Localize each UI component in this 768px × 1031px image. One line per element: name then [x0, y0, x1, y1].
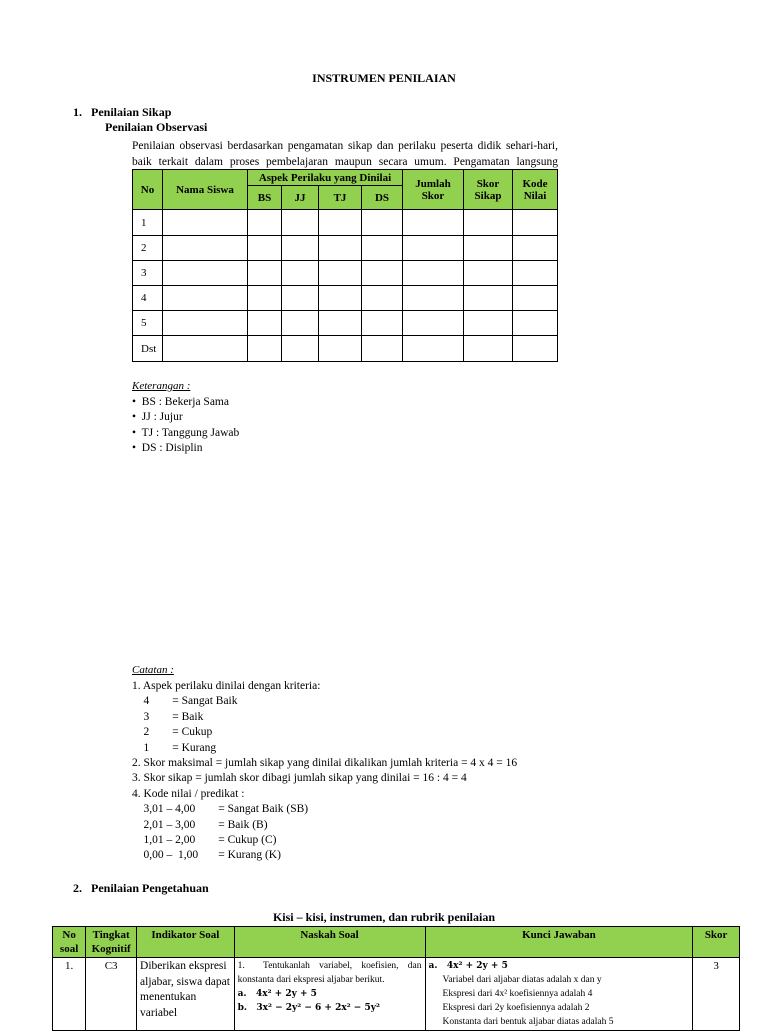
document-title: INSTRUMEN PENILAIAN	[312, 71, 456, 85]
header-ds: DS	[362, 186, 403, 210]
knowledge-assessment-table	[52, 926, 740, 1031]
answer-line: Ekspresi dari 2y koefisiennya adalah 2	[442, 1003, 590, 1013]
header-tingkat-kognitif: Tingkat Kognitif	[86, 927, 137, 958]
header-tj: TJ	[319, 186, 362, 210]
question-text-cell	[234, 958, 425, 1031]
list-item: 4. Kode nilai / predikat :	[132, 787, 245, 800]
table-row	[53, 958, 740, 1031]
header-skor: Skor	[693, 927, 740, 958]
list-item: 2,01 – 3,00 = Baik (B)	[132, 818, 268, 831]
row-number: 1	[133, 210, 163, 236]
list-item: • TJ : Tanggung Jawab	[132, 426, 240, 439]
table-row	[133, 210, 558, 236]
list-item: 0,00 – 1,00 = Kurang (K)	[132, 849, 281, 862]
score-value: 3	[693, 958, 740, 1031]
header-nama-siswa: Nama Siswa	[163, 170, 248, 210]
section-1-heading: 1. Penilaian Sikap	[73, 105, 172, 119]
list-item: 4 = Sangat Baik	[132, 695, 238, 708]
list-item: 2 = Cukup	[132, 726, 213, 739]
header-indikator-soal: Indikator Soal	[137, 927, 235, 958]
answer-line: Variabel dari aljabar diatas adalah x dan y	[442, 975, 602, 985]
question-number: 1.	[53, 958, 86, 1031]
section-2-heading: 2. Penilaian Pengetahuan	[73, 881, 209, 895]
header-skor-sikap: Skor Sikap	[464, 170, 513, 210]
header-kode-nilai: Kode Nilai	[513, 170, 558, 210]
attitude-observation-table	[132, 169, 558, 362]
header-naskah-soal: Naskah Soal	[234, 927, 425, 958]
row-number: 2	[133, 236, 163, 261]
answer-line: Ekspresi dari 4x² koefisiennya adalah 4	[442, 989, 593, 999]
list-item: 1,01 – 2,00 = Cukup (C)	[132, 834, 277, 847]
catatan-title: Catatan :	[132, 664, 174, 676]
row-number: 4	[133, 286, 163, 311]
keterangan-title: Keterangan :	[132, 380, 191, 392]
cognitive-level: C3	[86, 958, 137, 1031]
table-row	[133, 286, 558, 311]
question-option-a: a. 4x² + 2y + 5	[237, 989, 317, 999]
section-1-subheading: Penilaian Observasi	[105, 120, 208, 134]
table-row	[133, 261, 558, 286]
header-no: No	[133, 170, 163, 210]
header-aspek: Aspek Perilaku yang Dinilai	[248, 170, 403, 186]
list-item: • JJ : Jujur	[132, 411, 183, 424]
question-indicator: Diberikan ekspresi aljabar, siswa dapat menentukan variabel	[137, 958, 235, 1031]
answer-expression: a. 4x² + 2y + 5	[428, 961, 508, 971]
header-kunci-jawaban: Kunci Jawaban	[425, 927, 693, 958]
list-item: • DS : Disiplin	[132, 442, 203, 455]
keterangan-list	[132, 395, 239, 457]
row-number: Dst	[133, 336, 163, 362]
list-item: 2. Skor maksimal = jumlah sikap yang dinilai dikalikan jumlah kriteria = 4 x 4 = 16	[132, 757, 518, 770]
row-number: 5	[133, 311, 163, 336]
list-item: • BS : Bekerja Sama	[132, 396, 229, 408]
list-item: 3 = Baik	[132, 710, 204, 723]
row-number: 3	[133, 261, 163, 286]
table-row	[133, 311, 558, 336]
list-item: 1 = Kurang	[132, 741, 217, 754]
list-item: 3. Skor sikap = jumlah skor dibagi jumlah sikap yang dinilai = 16 : 4 = 4	[132, 772, 467, 785]
table-row	[133, 336, 558, 362]
header-jj: JJ	[282, 186, 319, 210]
question-text: 1. Tentukanlah variabel, koefisien, dan konstanta dari ekspresi aljabar berikut.	[237, 961, 422, 985]
header-jumlah-skor: Jumlah Skor	[403, 170, 464, 210]
answer-key-cell	[425, 958, 693, 1031]
answer-line: Konstanta dari bentuk aljabar diatas adalah 5	[442, 1017, 614, 1027]
kisi-table-title: Kisi – kisi, instrumen, dan rubrik penilaian	[272, 910, 496, 924]
question-option-b: b. 3x² − 2y² − 6 + 2x² − 5y²	[237, 1003, 380, 1013]
catatan-list	[132, 679, 517, 864]
observation-paragraph: Penilaian observasi berdasarkan pengamatan sikap dan perilaku peserta didik sehari-hari, baik terkait dalam proses pembelajaran maupun secara umum. Pengamatan langsung	[132, 140, 558, 168]
header-bs: BS	[248, 186, 282, 210]
list-item: 1. Aspek perilaku dinilai dengan kriteria:	[132, 680, 321, 692]
list-item: 3,01 – 4,00 = Sangat Baik (SB)	[132, 803, 309, 816]
table-row	[133, 236, 558, 261]
header-no-soal: No soal	[53, 927, 86, 958]
